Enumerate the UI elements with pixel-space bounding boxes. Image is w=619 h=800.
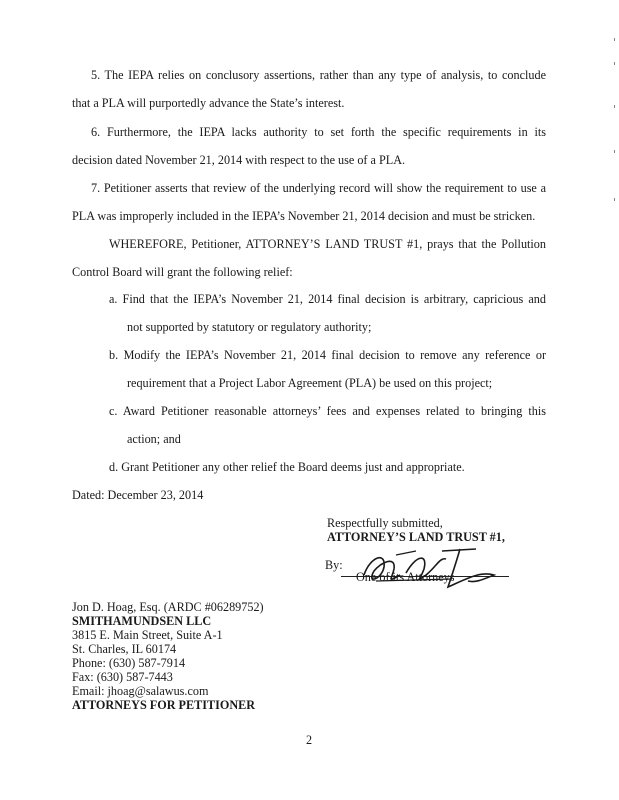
party-name: ATTORNEY’S LAND TRUST #1,	[327, 530, 505, 544]
relief-item-b-line-2: requirement that a Project Labor Agreement (PLA) be used on this project;	[127, 376, 493, 390]
counsel-email: Email: jhoag@salawus.com	[72, 684, 209, 698]
counsel-name: Jon D. Hoag, Esq. (ARDC #06289752)	[72, 600, 264, 614]
counsel-firm: SMITHAMUNDSEN LLC	[72, 614, 212, 628]
one-of-its-attorneys: One of its Attorneys	[356, 570, 455, 584]
wherefore-line-2: Control Board will grant the following relief:	[72, 265, 293, 279]
page-number: 2	[306, 733, 313, 747]
scan-margin-mark	[614, 38, 615, 41]
counsel-fax: Fax: (630) 587-7443	[72, 670, 173, 684]
scan-margin-mark	[614, 198, 615, 201]
counsel-address-1: 3815 E. Main Street, Suite A-1	[72, 628, 223, 642]
by-label: By:	[325, 558, 343, 572]
counsel-address-2: St. Charles, IL 60174	[72, 642, 177, 656]
relief-item-c-line-1: c. Award Petitioner reasonable attorneys’ fees and expenses related to bringing this	[109, 404, 546, 418]
relief-item-a-line-2: not supported by statutory or regulatory authority;	[127, 320, 372, 334]
wherefore-line-1: WHEREFORE, Petitioner, ATTORNEY’S LAND TRUST #1, prays that the Pollution	[109, 237, 546, 251]
paragraph-7-line-2: PLA was improperly included in the IEPA’s November 21, 2014 decision and must be stricken.	[72, 209, 536, 223]
scan-margin-mark	[614, 150, 615, 153]
relief-item-b-line-1: b. Modify the IEPA’s November 21, 2014 final decision to remove any reference or	[109, 348, 546, 362]
paragraph-5-line-2: that a PLA will purportedly advance the State’s interest.	[72, 96, 345, 110]
paragraph-6-line-1: 6. Furthermore, the IEPA lacks authority to set forth the specific requirements in its	[91, 125, 546, 139]
counsel-role: ATTORNEYS FOR PETITIONER	[72, 698, 256, 712]
counsel-phone: Phone: (630) 587-7914	[72, 656, 186, 670]
scan-margin-mark	[614, 105, 615, 108]
relief-item-c-line-2: action; and	[127, 432, 181, 446]
dated-line: Dated: December 23, 2014	[72, 488, 204, 502]
relief-item-a-line-1: a. Find that the IEPA’s November 21, 2014 final decision is arbitrary, capricious and	[109, 292, 546, 306]
scan-margin-mark	[614, 62, 615, 65]
paragraph-7-line-1: 7. Petitioner asserts that review of the underlying record will show the requirement to use a	[91, 181, 546, 195]
paragraph-5-line-1: 5. The IEPA relies on conclusory assertions, rather than any type of analysis, to conclude	[91, 68, 546, 82]
respectfully-submitted: Respectfully submitted,	[327, 516, 443, 530]
relief-item-d: d. Grant Petitioner any other relief the Board deems just and appropriate.	[109, 460, 465, 474]
paragraph-6-line-2: decision dated November 21, 2014 with respect to the use of a PLA.	[72, 153, 406, 167]
